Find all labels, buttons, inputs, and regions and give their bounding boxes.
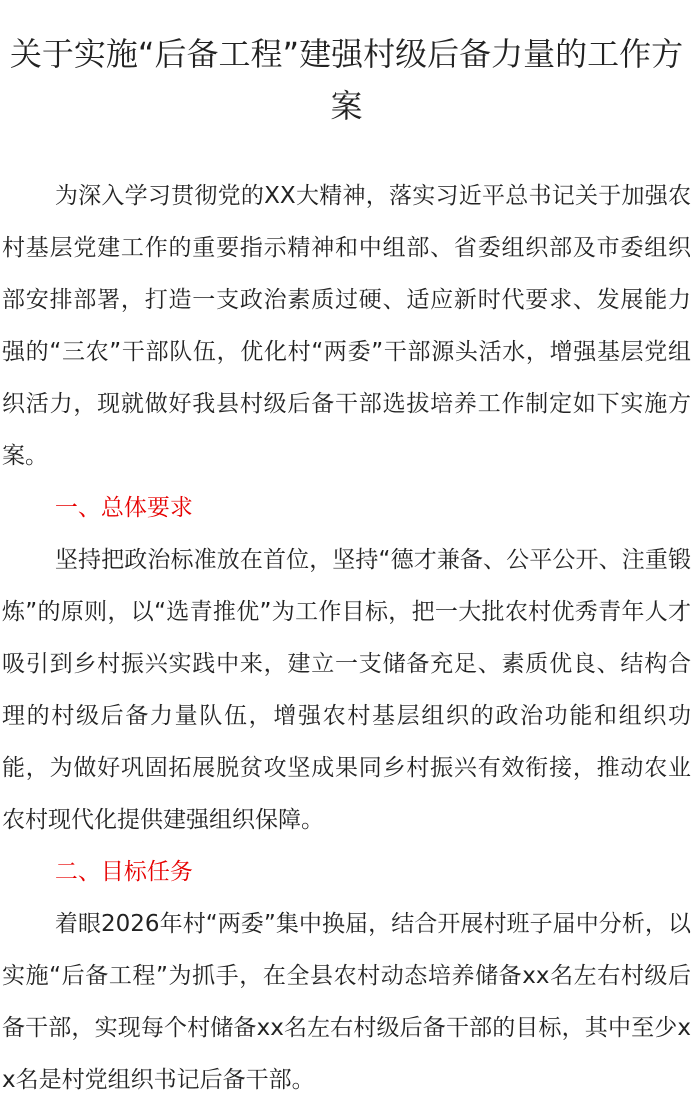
document-body [2,170,691,1106]
section-heading-overall-requirements: 一、总体要求 [54,495,193,521]
intro-paragraph: 为深入学习贯彻党的XX大精神，落实习近平总书记关于加强农村基层党建工作的重要指示精神和中组部、省委组织部及市委组织部安排部署，打造一支政治素质过硬、适应新时代要求、发展能力强的“三农”干部队伍，优化村“两委”干部源头活水，增强基层党组织活力，现就做好我县村级后备干部选拔培养工作制定如下实施方案。 [2,183,691,469]
overall-requirements-paragraph: 坚持把政治标准放在首位，坚持“德才兼备、公平公开、注重锻炼”的原则，以“选青推优”为工作目标，把一大批农村优秀青年人才吸引到乡村振兴实践中来，建立一支储备充足、素质优良、结构合理的村级后备力量队伍，增强农村基层组织的政治功能和组织功能，为做好巩固拓展脱贫攻坚成果同乡村振兴有效衔接，推动农业农村现代化提供建强组织保障。 [2,547,691,833]
section-heading-goals-tasks: 二、目标任务 [54,859,193,885]
goals-tasks-paragraph: 着眼2026年村“两委”集中换届，结合开展村班子届中分析，以实施“后备工程”为抓手，在全县农村动态培养储备xx名左右村级后备干部，实现每个村储备xx名左右村级后备干部的目标，其中至少xx名是村党组织书记后备干部。 [2,911,691,1093]
document-title: 关于实施“后备工程”建强村级后备力量的工作方案 [9,35,684,125]
